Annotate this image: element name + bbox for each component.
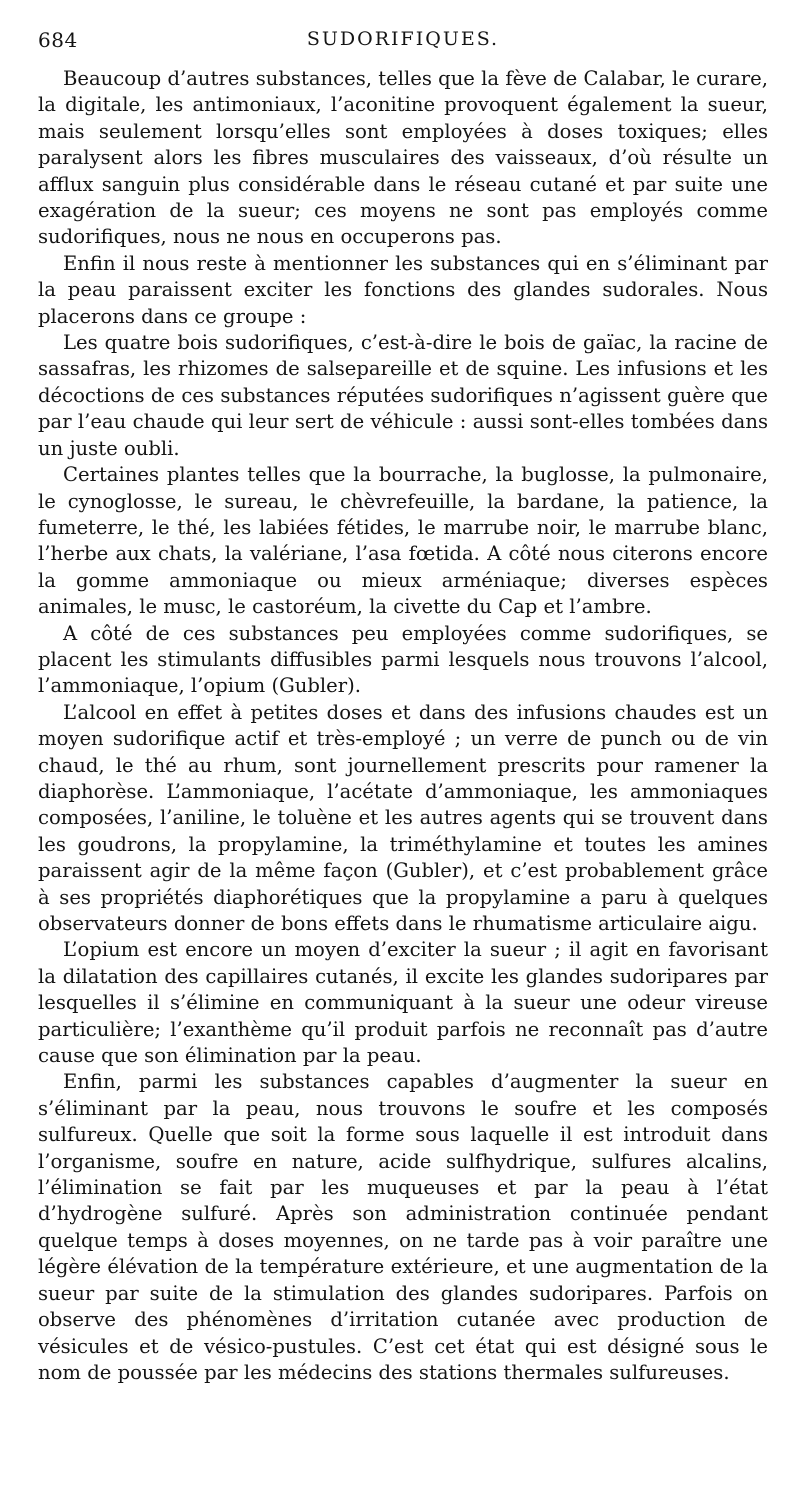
paragraph-plants: Certaines plantes telles que la bourrache, la buglosse, la pulmonaire, le cynoglosse, le sureau, le chèvrefeuille, la bardane, la patience, la fumeterre, le thé, les labiées fétides, le marrube noir, le marrube blanc, l’herbe aux chats, la valériane, l’asa fœtida. A côté nous citerons encore la gomme ammoniaque ou mieux arméniaque; diverses espèces animales, le musc, le castoréum, la civette du Cap et l’ambre.: [38, 463, 768, 619]
running-title: SUDORIFIQUES.: [306, 28, 500, 50]
paragraph-diffusible-stimulants: A côté de ces substances peu employées comme sudorifiques, se placent les stimulants diffusibles parmi lesquels nous trouvons l’alcool, l’ammoniaque, l’opium (Gubler).: [38, 621, 768, 698]
paragraph-sudorific-woods: Les quatre bois sudorifiques, c’est-à-dire le bois de gaïac, la racine de sassafras, les rhizomes de salsepareille et de squine. Les infusions et les décoctions de ces substances réputées sudorifiques n’agissent guère que par l’eau chaude qui leur sert de véhicule : aussi sont-elles tombées dans un juste oubli.: [38, 331, 768, 460]
paragraph-opium: L’opium est encore un moyen d’exciter la sueur ; il agit en favorisant la dilatation des capillaires cutanés, il excite les glandes sudoripares par lesquelles il s’élimine en communiquant à la sueur une odeur vireuse particulière; l’exanthème qu’il produit parfois ne reconnaît pas d’autre cause que son élimination par la peau.: [38, 938, 768, 1068]
page-number: 684: [38, 28, 78, 52]
paragraph-toxic-substances: Beaucoup d’autres substances, telles que la fève de Calabar, le curare, la digitale, les antimoniaux, l’aconitine provoquent également la sueur, mais seulement lorsqu’elles sont employées à doses toxiques; elles paralysent alors les fibres musculaires des vaisseaux, d’où résulte un afflux sanguin plus considérable dans le réseau cutané et par suite une exagération de la sueur; ces moyens ne sont pas employés comme sudorifiques, nous ne nous en occuperons pas.: [38, 67, 768, 249]
paragraph-elimination-intro: Enfin il nous reste à mentionner les substances qui en s’éliminant par la peau paraissent exciter les fonctions des glandes sudorales. Nous placerons dans ce groupe :: [38, 251, 768, 328]
paragraph-alcohol: L’alcool en effet à petites doses et dans des infusions chaudes est un moyen sudorifique actif et très-employé ; un verre de punch ou de vin chaud, le thé au rhum, sont journellement prescrits pour ramener la diaphorèse. L’ammoniaque, l’acétate d’ammoniaque, les ammoniaques composées, l’aniline, le toluène et les autres agents qui se trouvent dans les goudrons, la propylamine, la triméthylamine et toutes les amines paraissent agir de la même façon (Gubler), et c’est probablement grâce à ses propriétés diaphorétiques que la propylamine a paru à quelques observateurs donner de bons effets dans le rhumatisme articulaire aigu.: [38, 700, 768, 935]
paragraph-sulfur: Enfin, parmi les substances capables d’augmenter la sueur en s’éliminant par la peau, nous trouvons le soufre et les composés sulfureux. Quelle que soit la forme sous laquelle il est introduit dans l’organisme, soufre en nature, acide sulfhydrique, sulfures alcalins, l’élimination se fait par les muqueuses et par la peau à l’état d’hydrogène sulfuré. Après son administration continuée pendant quelque temps à doses moyennes, on ne tarde pas à voir paraître une légère élévation de la température extérieure, et une augmentation de la sueur par suite de la stimulation des glandes sudoripares. Parfois on observe des phénomènes d’irritation cutanée avec production de vésicules et de vésico-pustules. C’est cet état qui est désigné sous le nom de poussée par les médecins des stations thermales sulfureuses.: [38, 1070, 768, 1384]
book-page: [38, 28, 768, 1386]
body-text: [38, 66, 768, 1386]
page-header: [38, 28, 768, 56]
